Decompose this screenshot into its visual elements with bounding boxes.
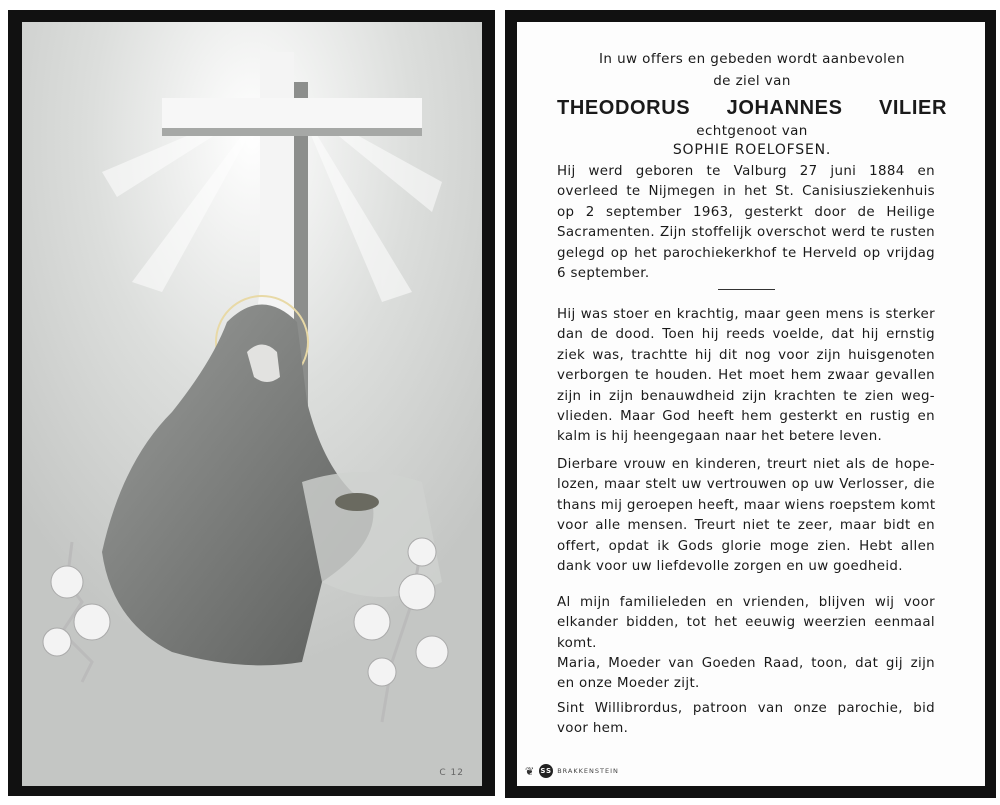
bird-emblem-icon: ❦ bbox=[525, 764, 536, 778]
text-line: op 2 september 1963, gesterkt door de Heilige bbox=[557, 204, 935, 220]
text-line: verborgen te houden. Het moet hem zwaar gevallen bbox=[557, 368, 935, 384]
prayer-card-text-side bbox=[505, 10, 996, 798]
spouse-name: SOPHIE ROELOFSEN. bbox=[672, 142, 832, 158]
deceased-name: THEODORUS JOHANNES VILIER bbox=[557, 97, 947, 119]
text-line: komt. bbox=[557, 635, 597, 651]
paragraph-3 bbox=[557, 455, 935, 577]
text-line: overleed te Nijmegen in het St. Canisiusziekenhuis bbox=[557, 184, 935, 200]
text-line: gelegd op het parochiekerkhof te Herveld op vrijdag bbox=[557, 245, 935, 261]
publisher-name: BRAKKENSTEIN bbox=[557, 767, 619, 775]
paragraph-2 bbox=[557, 305, 935, 448]
text-line: Maria, Moeder van Goeden Raad, toon, dat gij zijn bbox=[557, 656, 935, 671]
text-line: Hij was stoer en krachtig, maar geen mens is sterker bbox=[557, 307, 935, 322]
text-line: Hij werd geboren te Valburg 27 juni 1884 en bbox=[557, 164, 935, 179]
text-line: dan de dood. Toen hij reeds voelde, dat hij ernstig bbox=[557, 327, 935, 343]
paragraph-4 bbox=[557, 593, 935, 654]
text-line: vlieden. Maar God heeft hem gesterkt en rustig en bbox=[557, 408, 935, 424]
divider bbox=[718, 289, 775, 290]
text-line: dank voor uw liefdevolle zorgen en uw goedheid. bbox=[557, 558, 903, 574]
text-line: thans mij geroepen heeft, maar wiens roepstem komt bbox=[557, 497, 936, 513]
paragraph-1 bbox=[557, 162, 935, 284]
crown-of-thorns bbox=[335, 493, 379, 511]
text-line: Sacramenten. Zijn stoffelijk overschot werd te rusten bbox=[557, 225, 935, 241]
text-line: 6 september. bbox=[557, 265, 650, 281]
text-line: en onze Moeder zijt. bbox=[557, 676, 700, 692]
text-line: elkander bidden, tot het eeuwig weerzien eenmaal bbox=[557, 615, 935, 631]
paragraph-5 bbox=[557, 654, 935, 695]
mary-at-cross-illustration bbox=[22, 22, 482, 786]
text-line: ziek was, trachtte hij dit nog voor zijn huisgenoten bbox=[557, 347, 935, 363]
publisher-logo bbox=[539, 764, 553, 778]
text-line: voor hem. bbox=[557, 721, 629, 737]
text-line: Dierbare vrouw en kinderen, treurt niet als de hope- bbox=[557, 457, 935, 472]
text-line: voor alle mensen. Treurt niet te zeer, maar bidt en bbox=[557, 518, 935, 534]
spouse-intro: echtgenoot van bbox=[696, 123, 808, 139]
intro-line-1: In uw offers en gebeden wordt aanbevolen bbox=[599, 51, 905, 67]
paragraph-6 bbox=[557, 699, 935, 740]
text-line: zijn in zijn benauwdheid zijn krachten te zien weg- bbox=[557, 388, 935, 404]
text-line: kalm is hij heengegaan naar het betere leven. bbox=[557, 429, 883, 445]
text-line: offert, opdat ik Gods glorie moge zien. Hebt allen bbox=[557, 538, 935, 554]
publisher-logo-text: SS bbox=[540, 767, 553, 775]
prayer-card-picture-side bbox=[8, 10, 495, 796]
card-code: C 12 bbox=[439, 768, 464, 778]
text-line: Sint Willibrordus, patroon van onze parochie, bid bbox=[557, 701, 935, 716]
text-panel bbox=[517, 22, 985, 786]
intro-line-2: de ziel van bbox=[713, 73, 791, 89]
text-line: lozen, maar stelt uw vertrouwen op uw Verlosser, die bbox=[557, 477, 935, 493]
devotional-illustration bbox=[22, 22, 482, 786]
publisher-mark bbox=[525, 764, 619, 778]
text-line: Al mijn familieleden en vrienden, blijven wij voor bbox=[557, 595, 935, 610]
